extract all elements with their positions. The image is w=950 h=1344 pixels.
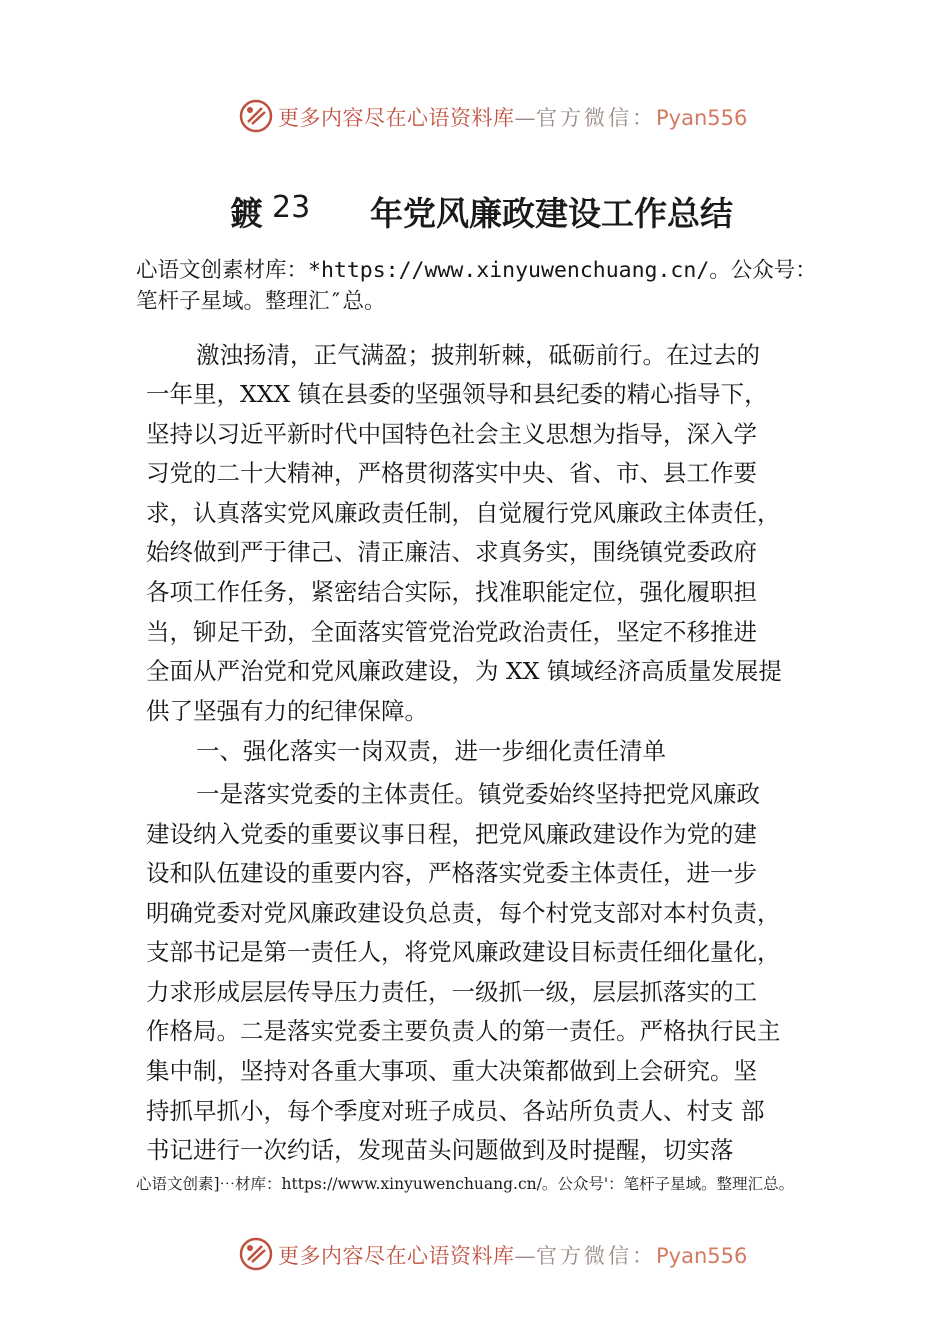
banner-text	[278, 1240, 747, 1270]
banner-prefix: 更多内容尽在心语资料库	[278, 1244, 515, 1268]
body-line: 力求形成层层传导压力责任，一级抓一级，层层抓落实的工	[146, 978, 757, 1006]
body-line: 一是落实党委的主体责任。镇党委始终坚持把党风廉政	[196, 780, 760, 808]
title-year: 23	[272, 190, 311, 225]
body-line: 支部书记是第一责任人，将党风廉政建设目标责任细化量化，	[146, 938, 781, 966]
body-line: 作格局。二是落实党委主要负责人的第一责任。严格执行民主	[146, 1017, 781, 1045]
body-line: 书记进行一次约话，发现苗头问题做到及时提醒，切实落	[146, 1136, 734, 1164]
footer-source: 心语文创素]⋯材库：https://www.xinyuwenchuang.cn/。公众号'：笔杆子星域。整理汇总。	[136, 1175, 795, 1193]
body-line: 一年里，XXX 镇在县委的坚强领导和县纪委的精心指导下，	[146, 380, 768, 408]
body-line: 习党的二十大精神，严格贯彻落实中央、省、市、县工作要	[146, 459, 757, 487]
source-note	[136, 255, 896, 317]
body-line: 激浊扬清，正气满盈；披荆斩棘，砥砺前行。在过去的	[196, 341, 760, 369]
body-line: 持抓早抓小，每个季度对班子成员、各站所负责人、村支 部	[146, 1097, 765, 1125]
section-heading: 一、强化落实一岗双责，进一步细化责任清单	[196, 737, 666, 765]
footer-banner	[0, 1234, 950, 1274]
body-line: 供了坚强有力的纪律保障。	[146, 697, 428, 725]
banner-dash: —	[514, 1244, 536, 1268]
banner-dash: —	[514, 106, 536, 130]
body-line: 各项工作任务，紧密结合实际，找准职能定位，强化履职担	[146, 578, 757, 606]
source-line-2: 笔杆子星域。整理汇″总。	[136, 289, 386, 314]
body-line: 明确党委对党风廉政建设负总责，每个村党支部对本村负责，	[146, 899, 781, 927]
circle-seal-logo-icon	[238, 98, 274, 134]
body-line: 集中制，坚持对各重大事项、重大决策都做到上会研究。坚	[146, 1057, 757, 1085]
title-prefix: 鍍	[230, 194, 263, 233]
body-line: 始终做到严于律己、清正廉洁、求真务实，围绕镇党委政府	[146, 538, 757, 566]
body-line: 当，铆足干劲，全面落实管党治党政治责任，坚定不移推进	[146, 618, 757, 646]
page-title	[230, 188, 790, 238]
header-banner	[0, 96, 950, 136]
body-line: 求，认真落实党风廉政责任制，自觉履行党风廉政主体责任，	[146, 499, 781, 527]
banner-prefix: 更多内容尽在心语资料库	[278, 106, 515, 130]
body-line: 建设纳入党委的重要议事日程，把党风廉政建设作为党的建	[146, 820, 757, 848]
banner-wechat-id: Pyan556	[656, 106, 748, 130]
source-line-1: 心语文创素材库：*https://www.xinyuwenchuang.cn/。公众号：	[136, 258, 817, 283]
banner-text	[278, 102, 747, 132]
banner-label: 官方微信：	[536, 106, 656, 130]
title-main: 年党风廉政建设工作总结	[370, 194, 733, 233]
body-line: 坚持以习近平新时代中国特色社会主义思想为指导，深入学	[146, 420, 757, 448]
body-line: 全面从严治党和党风廉政建设，为 XX 镇域经济高质量发展提	[146, 657, 782, 685]
body-line: 设和队伍建设的重要内容，严格落实党委主体责任，进一步	[146, 859, 757, 887]
banner-wechat-id: Pyan556	[656, 1244, 748, 1268]
banner-label: 官方微信：	[536, 1244, 656, 1268]
circle-seal-logo-icon	[238, 1236, 274, 1272]
